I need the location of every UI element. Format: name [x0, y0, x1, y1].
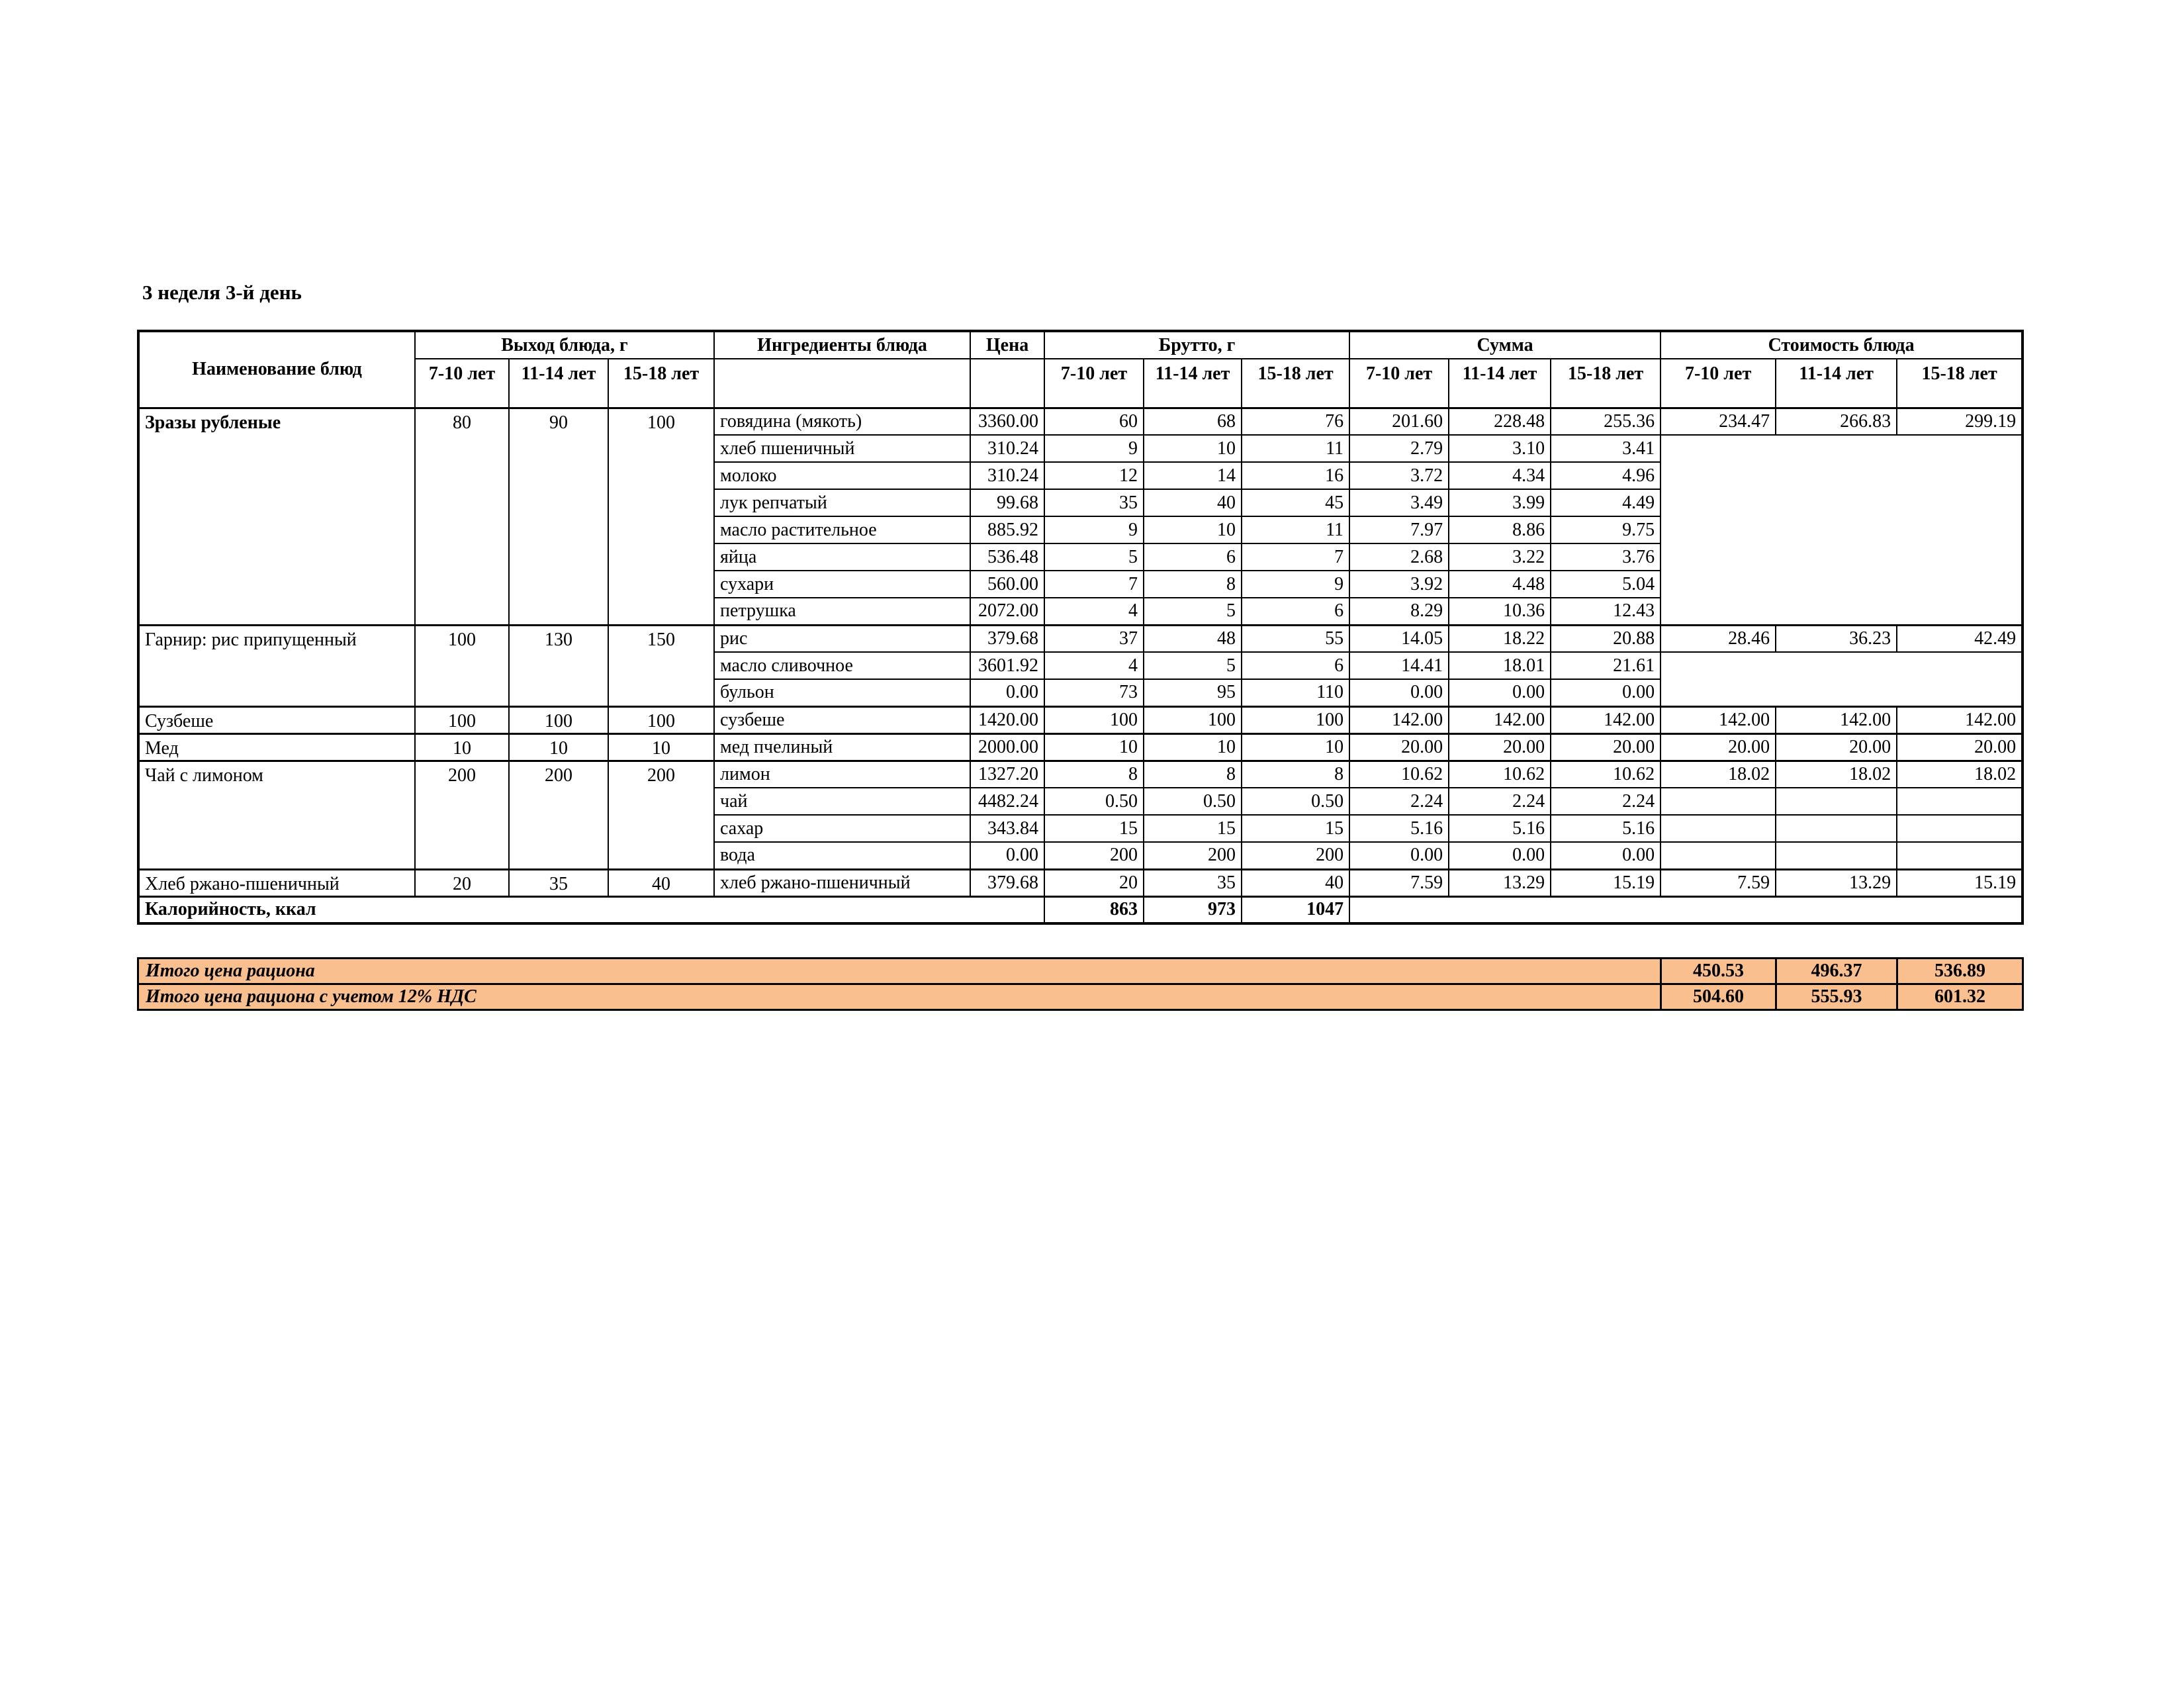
header-age-group: 11-14 лет: [1449, 359, 1551, 408]
price-cell: 3360.00: [970, 408, 1044, 435]
sum-cell: 2.68: [1349, 543, 1449, 571]
ingredient-name-cell: рис: [714, 625, 970, 652]
gross-cell: 0.50: [1144, 788, 1242, 815]
gross-cell: 5: [1144, 652, 1242, 679]
ingredient-name-cell: масло растительное: [714, 516, 970, 543]
gross-cell: 200: [1044, 842, 1144, 869]
ingredient-name-cell: молоко: [714, 462, 970, 489]
sum-cell: 3.22: [1449, 543, 1551, 571]
output-cell: 200: [509, 761, 608, 869]
cost-empty-cell: [1897, 788, 2023, 815]
ingredient-name-cell: бульон: [714, 679, 970, 706]
ingredient-name-cell: лимон: [714, 761, 970, 788]
sum-cell: 0.00: [1551, 842, 1661, 869]
total-row: [138, 959, 2023, 984]
gross-cell: 6: [1242, 598, 1349, 625]
header-age-group: 7-10 лет: [415, 359, 509, 408]
price-cell: 885.92: [970, 516, 1044, 543]
price-cell: 4482.24: [970, 788, 1044, 815]
output-cell: 35: [509, 869, 608, 896]
sum-cell: 142.00: [1349, 706, 1449, 733]
sum-cell: 18.22: [1449, 625, 1551, 652]
gross-cell: 40: [1144, 489, 1242, 516]
gross-cell: 45: [1242, 489, 1349, 516]
sum-cell: 8.29: [1349, 598, 1449, 625]
cost-cell: 299.19: [1897, 408, 2023, 435]
total-vat-row: [138, 984, 2023, 1010]
gross-cell: 0.50: [1242, 788, 1349, 815]
header-age-group: 15-18 лет: [608, 359, 714, 408]
table-body: [138, 408, 2023, 923]
sum-cell: 3.72: [1349, 462, 1449, 489]
sum-cell: 10.62: [1449, 761, 1551, 788]
output-cell: 100: [608, 408, 714, 625]
output-cell: 80: [415, 408, 509, 625]
sum-cell: 0.00: [1349, 679, 1449, 706]
sum-cell: 0.00: [1449, 679, 1551, 706]
gross-cell: 8: [1044, 761, 1144, 788]
cost-cell: 18.02: [1897, 761, 2023, 788]
sum-cell: 12.43: [1551, 598, 1661, 625]
cost-cell: 15.19: [1897, 869, 2023, 896]
output-cell: 90: [509, 408, 608, 625]
ingredient-name-cell: сахар: [714, 815, 970, 842]
sum-cell: 3.10: [1449, 435, 1551, 462]
cost-cell: 7.59: [1661, 869, 1776, 896]
sum-cell: 3.49: [1349, 489, 1449, 516]
sum-cell: 7.97: [1349, 516, 1449, 543]
price-cell: 0.00: [970, 842, 1044, 869]
price-cell: 3601.92: [970, 652, 1044, 679]
table-row: [138, 408, 2023, 435]
gross-cell: 9: [1044, 516, 1144, 543]
cost-empty-cell: [1661, 788, 1776, 815]
ingredient-name-cell: говядина (мякоть): [714, 408, 970, 435]
gross-cell: 10: [1044, 733, 1144, 761]
gross-cell: 5: [1144, 598, 1242, 625]
gross-cell: 6: [1144, 543, 1242, 571]
header-output: Выход блюда, г: [415, 331, 714, 359]
sum-cell: 21.61: [1551, 652, 1661, 679]
header-age-group: 7-10 лет: [1661, 359, 1776, 408]
gross-cell: 11: [1242, 516, 1349, 543]
gross-cell: 12: [1044, 462, 1144, 489]
price-cell: 343.84: [970, 815, 1044, 842]
total-vat-label: Итого цена рациона с учетом 12% НДС: [138, 984, 1661, 1010]
header-gross: Брутто, г: [1044, 331, 1349, 359]
cost-blank-merged-cell: [1661, 652, 2023, 706]
ingredient-name-cell: лук репчатый: [714, 489, 970, 516]
dish-name-cell: Мед: [138, 733, 415, 761]
gross-cell: 9: [1044, 435, 1144, 462]
ingredient-name-cell: сухари: [714, 571, 970, 598]
header-empty-cell: [714, 359, 970, 408]
header-age-group: 15-18 лет: [1551, 359, 1661, 408]
header-age-group: 11-14 лет: [509, 359, 608, 408]
gross-cell: 8: [1144, 761, 1242, 788]
cost-cell: 142.00: [1776, 706, 1897, 733]
sum-cell: 5.16: [1349, 815, 1449, 842]
total-value: 450.53: [1661, 959, 1776, 984]
sum-cell: 7.59: [1349, 869, 1449, 896]
gross-cell: 11: [1242, 435, 1349, 462]
cost-cell: 142.00: [1661, 706, 1776, 733]
total-label: Итого цена рациона: [138, 959, 1661, 984]
cost-empty-cell: [1776, 788, 1897, 815]
calories-row: [138, 896, 2023, 923]
header-dish-name: Наименование блюд: [138, 331, 415, 408]
dish-name-cell: Гарнир: рис припущенный: [138, 625, 415, 706]
table-row: [138, 706, 2023, 733]
sum-cell: 15.19: [1551, 869, 1661, 896]
gross-cell: 6: [1242, 652, 1349, 679]
cost-empty-cell: [1897, 815, 2023, 842]
sum-cell: 0.00: [1551, 679, 1661, 706]
gross-cell: 100: [1242, 706, 1349, 733]
table-header: [138, 331, 2023, 408]
header-price: Цена: [970, 331, 1044, 359]
sum-cell: 20.88: [1551, 625, 1661, 652]
cost-cell: 18.02: [1661, 761, 1776, 788]
price-cell: 536.48: [970, 543, 1044, 571]
totals-table: [137, 957, 2024, 1011]
gross-cell: 37: [1044, 625, 1144, 652]
header-sum: Сумма: [1349, 331, 1661, 359]
ingredient-name-cell: вода: [714, 842, 970, 869]
gross-cell: 4: [1044, 598, 1144, 625]
price-cell: 2000.00: [970, 733, 1044, 761]
gross-cell: 35: [1044, 489, 1144, 516]
sum-cell: 10.62: [1551, 761, 1661, 788]
cost-cell: 42.49: [1897, 625, 2023, 652]
cost-empty-cell: [1661, 842, 1776, 869]
gross-cell: 15: [1144, 815, 1242, 842]
cost-cell: 36.23: [1776, 625, 1897, 652]
output-cell: 100: [509, 706, 608, 733]
gross-cell: 200: [1242, 842, 1349, 869]
dish-name-cell: Зразы рубленые: [138, 408, 415, 625]
cost-cell: 20.00: [1776, 733, 1897, 761]
price-cell: 2072.00: [970, 598, 1044, 625]
sum-cell: 13.29: [1449, 869, 1551, 896]
sum-cell: 3.41: [1551, 435, 1661, 462]
output-cell: 20: [415, 869, 509, 896]
output-cell: 10: [608, 733, 714, 761]
sum-cell: 5.16: [1551, 815, 1661, 842]
sum-cell: 201.60: [1349, 408, 1449, 435]
price-cell: 560.00: [970, 571, 1044, 598]
gross-cell: 8: [1144, 571, 1242, 598]
cost-empty-cell: [1776, 815, 1897, 842]
sum-cell: 10.36: [1449, 598, 1551, 625]
sum-cell: 142.00: [1551, 706, 1661, 733]
ingredient-name-cell: масло сливочное: [714, 652, 970, 679]
output-cell: 200: [415, 761, 509, 869]
gross-cell: 200: [1144, 842, 1242, 869]
sum-cell: 20.00: [1349, 733, 1449, 761]
gross-cell: 15: [1044, 815, 1144, 842]
sum-cell: 142.00: [1449, 706, 1551, 733]
gross-cell: 10: [1242, 733, 1349, 761]
cost-empty-cell: [1661, 815, 1776, 842]
sum-cell: 9.75: [1551, 516, 1661, 543]
output-cell: 10: [415, 733, 509, 761]
sum-cell: 0.00: [1449, 842, 1551, 869]
sum-cell: 2.24: [1349, 788, 1449, 815]
gross-cell: 4: [1044, 652, 1144, 679]
header-age-group: 7-10 лет: [1044, 359, 1144, 408]
price-cell: 99.68: [970, 489, 1044, 516]
price-cell: 310.24: [970, 435, 1044, 462]
gross-cell: 5: [1044, 543, 1144, 571]
calories-label-cell: Калорийность, ккал: [138, 896, 1044, 923]
gross-cell: 55: [1242, 625, 1349, 652]
total-vat-value: 555.93: [1776, 984, 1897, 1010]
sum-cell: 5.16: [1449, 815, 1551, 842]
header-age-group: 7-10 лет: [1349, 359, 1449, 408]
cost-cell: 20.00: [1661, 733, 1776, 761]
price-cell: 1327.20: [970, 761, 1044, 788]
gross-cell: 95: [1144, 679, 1242, 706]
ingredient-name-cell: хлеб пшеничный: [714, 435, 970, 462]
sum-cell: 3.76: [1551, 543, 1661, 571]
sum-cell: 5.04: [1551, 571, 1661, 598]
sum-cell: 20.00: [1449, 733, 1551, 761]
sum-cell: 14.05: [1349, 625, 1449, 652]
gross-cell: 8: [1242, 761, 1349, 788]
price-cell: 0.00: [970, 679, 1044, 706]
header-age-group: 15-18 лет: [1897, 359, 2023, 408]
ingredient-name-cell: сузбеше: [714, 706, 970, 733]
gross-cell: 10: [1144, 435, 1242, 462]
sum-cell: 3.92: [1349, 571, 1449, 598]
sum-cell: 4.49: [1551, 489, 1661, 516]
sum-cell: 255.36: [1551, 408, 1661, 435]
cost-empty-cell: [1897, 842, 2023, 869]
table-row: [138, 733, 2023, 761]
table-row: [138, 869, 2023, 896]
cost-cell: 18.02: [1776, 761, 1897, 788]
price-cell: 310.24: [970, 462, 1044, 489]
ingredient-name-cell: петрушка: [714, 598, 970, 625]
ingredient-name-cell: яйца: [714, 543, 970, 571]
gross-cell: 9: [1242, 571, 1349, 598]
dish-name-cell: Хлеб ржано-пшеничный: [138, 869, 415, 896]
header-ingredients: Ингредиенты блюда: [714, 331, 970, 359]
gross-cell: 76: [1242, 408, 1349, 435]
sum-cell: 2.24: [1449, 788, 1551, 815]
gross-cell: 40: [1242, 869, 1349, 896]
gross-cell: 14: [1144, 462, 1242, 489]
header-age-group: 11-14 лет: [1144, 359, 1242, 408]
sum-cell: 3.99: [1449, 489, 1551, 516]
calories-value-cell: 1047: [1242, 896, 1349, 923]
cost-cell: 28.46: [1661, 625, 1776, 652]
sum-cell: 4.48: [1449, 571, 1551, 598]
output-cell: 10: [509, 733, 608, 761]
gross-cell: 100: [1144, 706, 1242, 733]
cost-cell: 234.47: [1661, 408, 1776, 435]
gross-cell: 10: [1144, 733, 1242, 761]
cost-cell: 13.29: [1776, 869, 1897, 896]
sum-cell: 4.96: [1551, 462, 1661, 489]
gross-cell: 7: [1242, 543, 1349, 571]
calories-value-cell: 863: [1044, 896, 1144, 923]
header-cost: Стоимость блюда: [1661, 331, 2023, 359]
calories-value-cell: 973: [1144, 896, 1242, 923]
sum-cell: 4.34: [1449, 462, 1551, 489]
gross-cell: 20: [1044, 869, 1144, 896]
output-cell: 200: [608, 761, 714, 869]
gross-cell: 48: [1144, 625, 1242, 652]
dish-name-cell: Чай с лимоном: [138, 761, 415, 869]
sum-cell: 228.48: [1449, 408, 1551, 435]
gross-cell: 16: [1242, 462, 1349, 489]
header-age-group: 11-14 лет: [1776, 359, 1897, 408]
cost-cell: 142.00: [1897, 706, 2023, 733]
total-vat-value: 504.60: [1661, 984, 1776, 1010]
cost-empty-cell: [1776, 842, 1897, 869]
sum-cell: 10.62: [1349, 761, 1449, 788]
sum-cell: 20.00: [1551, 733, 1661, 761]
sum-cell: 2.24: [1551, 788, 1661, 815]
output-cell: 100: [608, 706, 714, 733]
gross-cell: 110: [1242, 679, 1349, 706]
total-value: 536.89: [1897, 959, 2023, 984]
output-cell: 40: [608, 869, 714, 896]
gross-cell: 60: [1044, 408, 1144, 435]
sum-cell: 8.86: [1449, 516, 1551, 543]
output-cell: 130: [509, 625, 608, 706]
ingredient-name-cell: мед пчелиный: [714, 733, 970, 761]
gross-cell: 10: [1144, 516, 1242, 543]
table-row: [138, 625, 2023, 652]
cost-cell: 20.00: [1897, 733, 2023, 761]
calories-blank-cell: [1349, 896, 2023, 923]
output-cell: 100: [415, 625, 509, 706]
sum-cell: 2.79: [1349, 435, 1449, 462]
gross-cell: 73: [1044, 679, 1144, 706]
menu-cost-table: [137, 330, 2024, 925]
gross-cell: 68: [1144, 408, 1242, 435]
dish-name-cell: Сузбеше: [138, 706, 415, 733]
cost-cell: 266.83: [1776, 408, 1897, 435]
output-cell: 150: [608, 625, 714, 706]
table-row: [138, 761, 2023, 788]
gross-cell: 100: [1044, 706, 1144, 733]
price-cell: 379.68: [970, 625, 1044, 652]
total-value: 496.37: [1776, 959, 1897, 984]
price-cell: 1420.00: [970, 706, 1044, 733]
cost-blank-merged-cell: [1661, 435, 2023, 625]
total-vat-value: 601.32: [1897, 984, 2023, 1010]
gross-cell: 7: [1044, 571, 1144, 598]
gross-cell: 35: [1144, 869, 1242, 896]
sum-cell: 0.00: [1349, 842, 1449, 869]
price-cell: 379.68: [970, 869, 1044, 896]
gross-cell: 15: [1242, 815, 1349, 842]
output-cell: 100: [415, 706, 509, 733]
header-empty-cell: [970, 359, 1044, 408]
ingredient-name-cell: хлеб ржано-пшеничный: [714, 869, 970, 896]
sum-cell: 14.41: [1349, 652, 1449, 679]
ingredient-name-cell: чай: [714, 788, 970, 815]
gross-cell: 0.50: [1044, 788, 1144, 815]
header-age-group: 15-18 лет: [1242, 359, 1349, 408]
sum-cell: 18.01: [1449, 652, 1551, 679]
page-title: 3 неделя 3-й день: [142, 281, 302, 304]
